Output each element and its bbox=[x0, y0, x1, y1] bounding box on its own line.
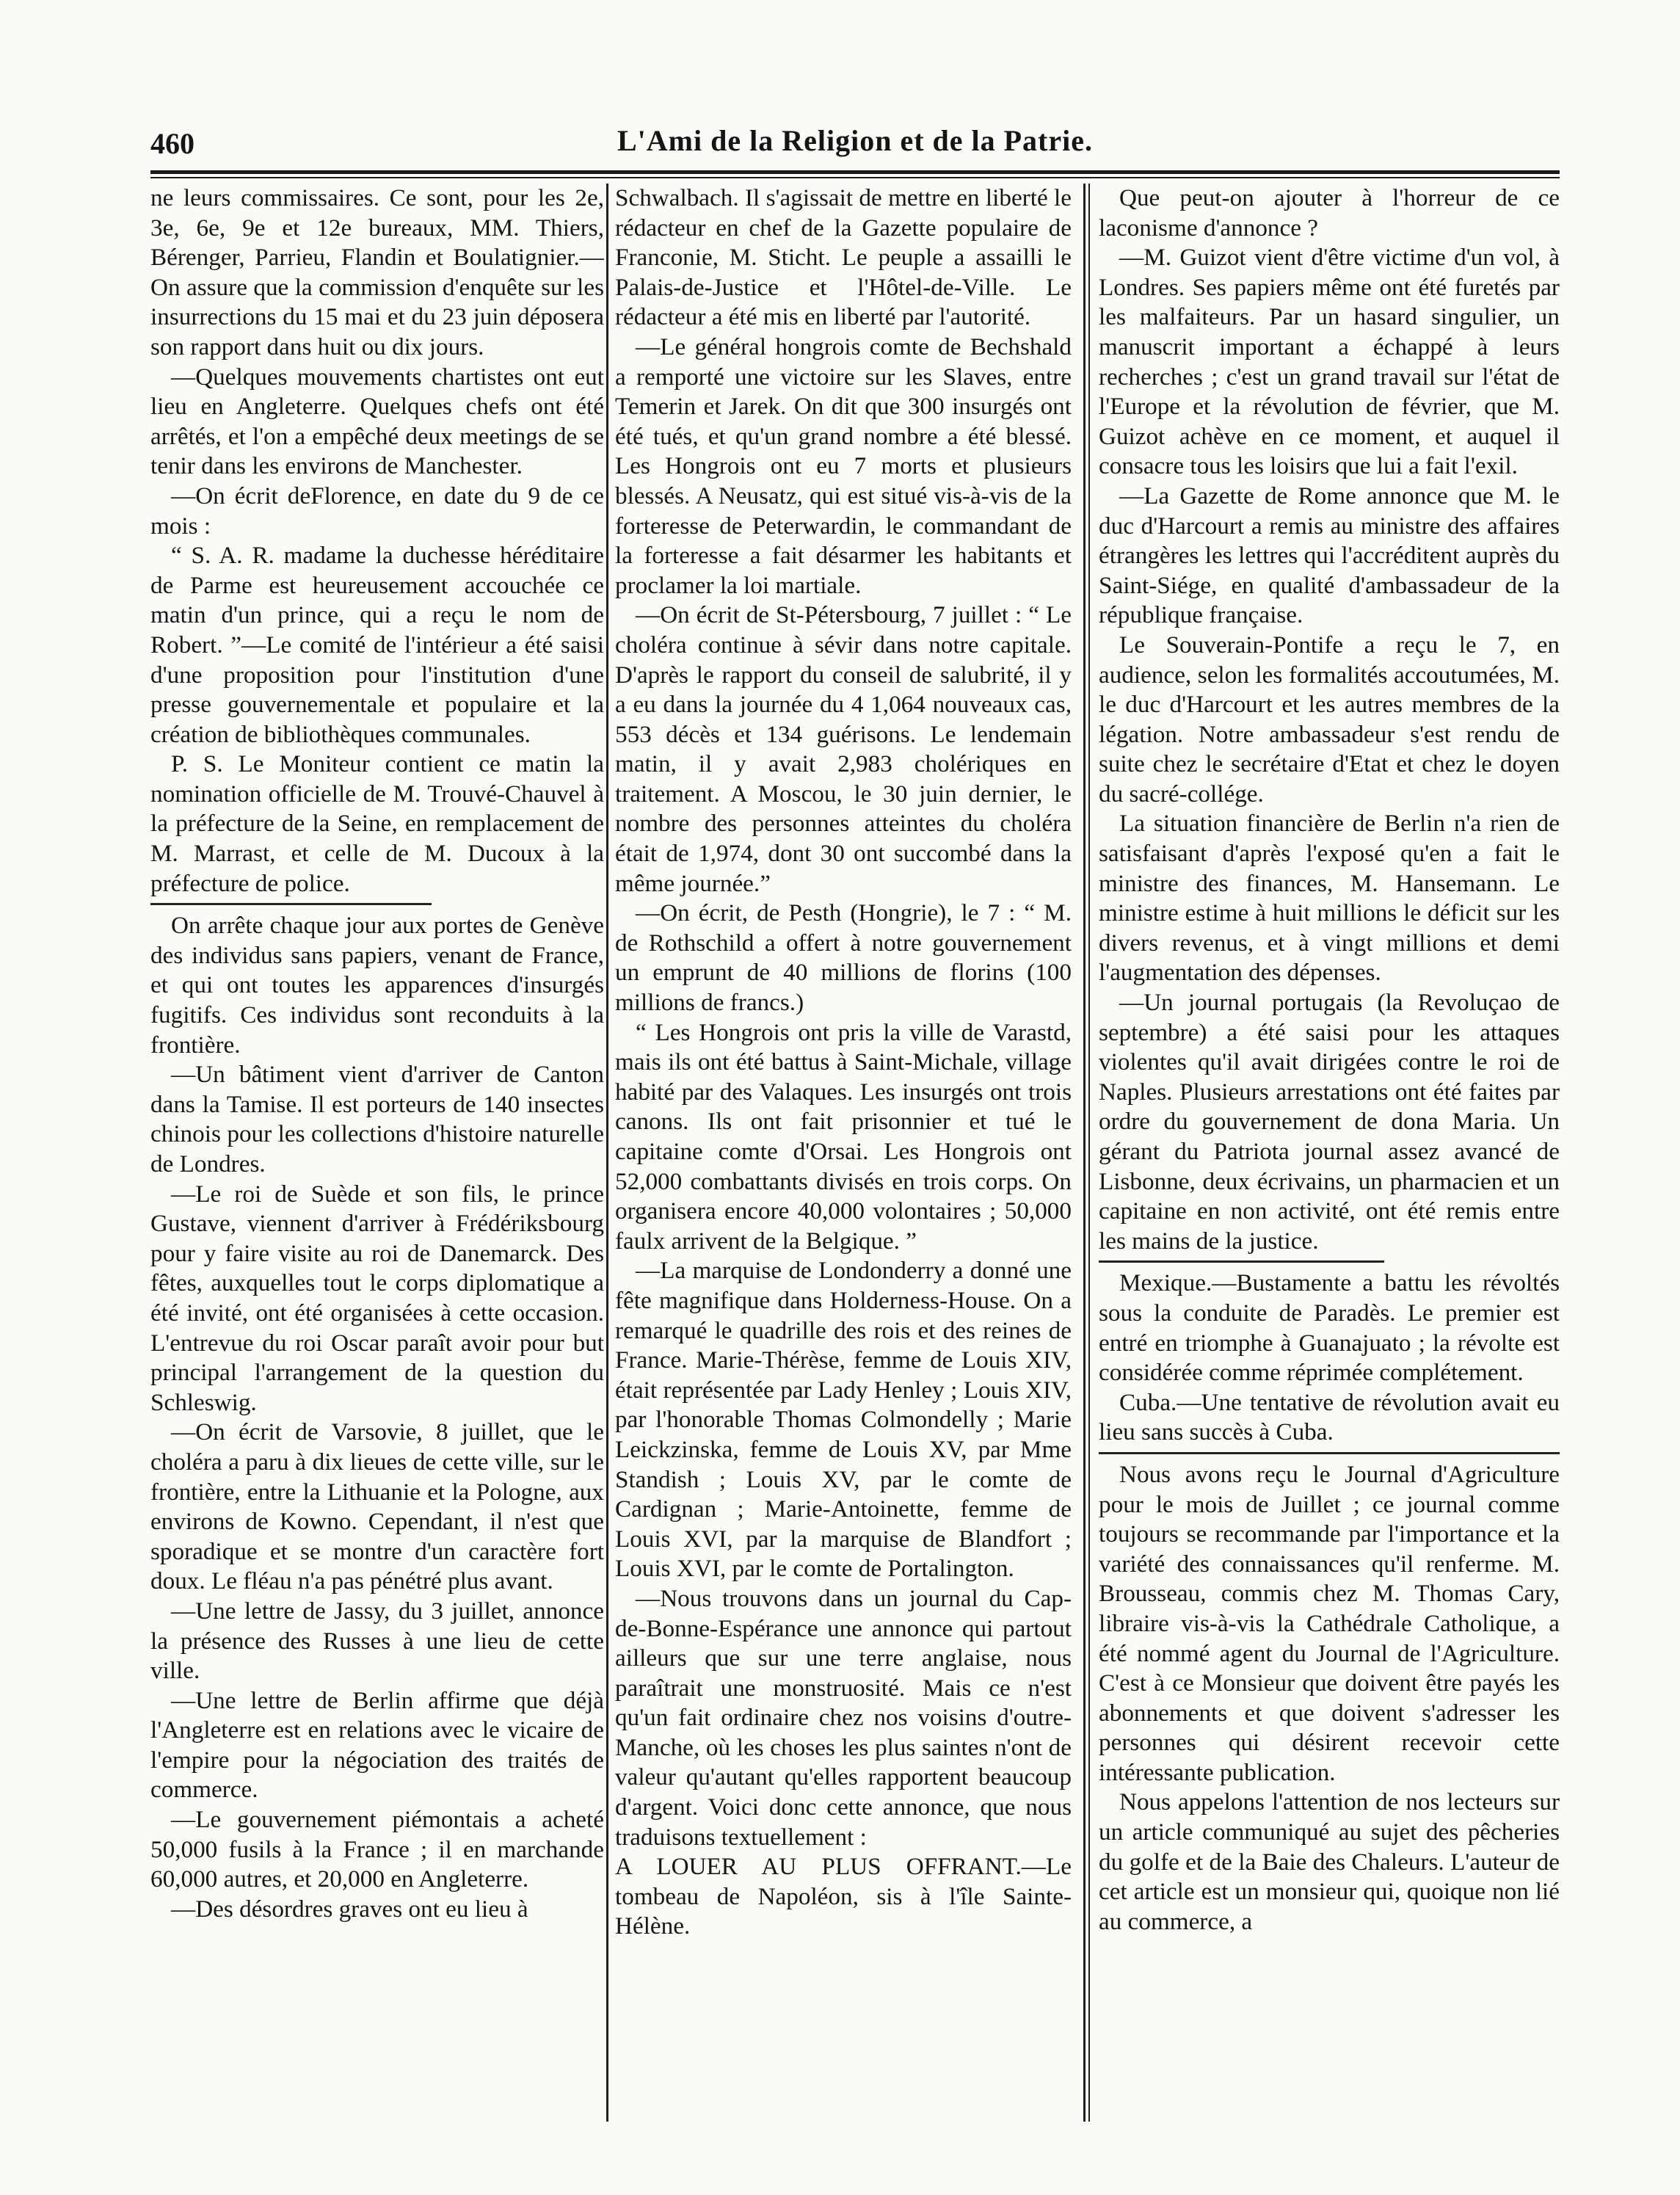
paragraph: —On écrit deFlorence, en date du 9 de ce mois : bbox=[150, 482, 604, 540]
header-rule-thin bbox=[150, 177, 1560, 178]
paragraph: A LOUER AU PLUS OFFRANT.—Le tombeau de Napoléon, sis à l'île Sainte-Hélène. bbox=[615, 1853, 1072, 1940]
paragraph: —Une lettre de Berlin affirme que déjà l'Angleterre est en relations avec le vicaire de l'empire pour la négociation des traités de commerce. bbox=[150, 1686, 604, 1804]
page-number: 460 bbox=[150, 127, 194, 160]
paragraph: —Nous trouvons dans un journal du Cap-de-Bonne-Espérance une annonce qui partout ailleurs que sur une terre anglaise, nous paraîtrait une monstruosité. Mais ce n'est qu'un fait ordinaire chez nos voisins d'outre-Manche, où les choses les plus saintes n'ont de valeur qu'autant qu'elles rapportent beaucoup d'argent. Voici donc cette annonce, que nous traduisons textuellement : bbox=[615, 1584, 1072, 1851]
paragraph: —Le roi de Suède et son fils, le prince Gustave, viennent d'arriver à Frédériksbourg pour y faire visite au roi de Danemarck. Des fêtes, auxquelles tout le corps diplomatique a été invité, ont été organisées à cette occasion. L'entrevue du roi Oscar paraît avoir pour but principal l'arrangement de la question du Schleswig. bbox=[150, 1180, 604, 1416]
paragraph: —On écrit de Varsovie, 8 juillet, que le choléra a paru à dix lieues de cette ville, sur le frontière, entre la Lithuanie et la Pologne, aux environs de Kowno. Cependant, il n'est que sporadique et se montre d'un caractère fort doux. Le fléau n'a pas pénétré plus avant. bbox=[150, 1418, 604, 1595]
paragraph: —On écrit, de Pesth (Hongrie), le 7 : “ M. de Rothschild a offert à notre gouvernement un emprunt de 40 millions de florins (100 millions de francs.) bbox=[615, 899, 1072, 1017]
paragraph: On arrête chaque jour aux portes de Genève des individus sans papiers, venant de France, et qui ont toutes les apparences d'insurgés fugitifs. Ces individus sont reconduits à la frontière. bbox=[150, 912, 604, 1059]
paragraph: —M. Guizot vient d'être victime d'un vol, à Londres. Ses papiers même ont été furetés par les malfaiteurs. Par un hasard singulier, un manuscrit important a échappé à leurs recherches ; c'est un grand travail sur l'état de l'Europe et la révolution de février, que M. Guizot achève en ce moment, et auquel il consacre tous les loisirs que lui a fait l'exil. bbox=[1099, 244, 1560, 480]
column-3 bbox=[1099, 184, 1560, 2129]
paragraph: Que peut-on ajouter à l'horreur de ce laconisme d'annonce ? bbox=[1099, 184, 1560, 242]
paragraph: Le Souverain-Pontife a reçu le 7, en audience, selon les formalités accoutumées, M. le duc d'Harcourt et les autres membres de la légation. Notre ambassadeur s'est rendu de suite chez le secrétaire d'Etat et chez le doyen du sacré-collége. bbox=[1099, 631, 1560, 808]
paragraph: —Des désordres graves ont eu lieu à bbox=[171, 1895, 528, 1923]
column-1 bbox=[150, 184, 604, 2129]
column-divider-1 bbox=[606, 184, 608, 2122]
paragraph: —Une lettre de Jassy, du 3 juillet, annonce la présence des Russes à une lieu de cette ville. bbox=[150, 1597, 604, 1685]
paragraph: —Quelques mouvements chartistes ont eut lieu en Angleterre. Quelques chefs ont été arrêtés, et l'on a empêché deux meetings de se tenir dans les environs de Manchester. bbox=[150, 363, 604, 480]
header-rule-thick bbox=[150, 170, 1560, 174]
paragraph: Mexique.—Bustamente a battu les révoltés sous la conduite de Paradès. Le premier est entré en triomphe à Guanajuato ; la révolte est considérée comme réprimée complétement. bbox=[1099, 1269, 1560, 1387]
paragraph: —Un journal portugais (la Revoluçao de septembre) a été saisi pour les attaques violentes qu'il avait dirigées contre le roi de Naples. Plusieurs arrestations ont été faites par ordre du gouvernement de dona Maria. Un gérant du Patriota journal assez avancé de Lisbonne, deux écrivains, un pharmacien et un capitaine en non activité, ont été remis entre les mains de la justice. bbox=[1099, 989, 1560, 1255]
paragraph: —La Gazette de Rome annonce que M. le duc d'Harcourt a remis au ministre des affaires étrangères les lettres qui l'accréditent auprès du Saint-Siége, en qualité d'ambassadeur de la république française. bbox=[1099, 482, 1560, 629]
running-title: L'Ami de la Religion et de la Patrie. bbox=[617, 124, 1093, 157]
paragraph: —La marquise de Londonderry a donné une fête magnifique dans Holderness-House. On a remarqué le quadrille des rois et des reines de France. Marie-Thérèse, femme de Louis XIV, était représentée par Lady Henley ; Louis XIV, par l'honorable Thomas Colmondelly ; Marie Leickzinska, femme de Louis XV, par Mme Standish ; Louis XV, par le comte de Cardignan ; Marie-Antoinette, femme de Louis XVI, par la marquise de Blandfort ; Louis XVI, par le comte de Portalington. bbox=[615, 1257, 1072, 1583]
paragraph: Nous appelons l'attention de nos lecteurs sur un article communiqué au sujet des pêcheries du golfe et de la Baie des Chaleurs. L'auteur de cet article est un monsieur qui, quoique non lié au commerce, a bbox=[1099, 1788, 1560, 1935]
column-2 bbox=[615, 184, 1072, 2129]
paragraph: —Un bâtiment vient d'arriver de Canton dans la Tamise. Il est porteurs de 140 insectes chinois pour les collections d'histoire naturelle de Londres. bbox=[150, 1061, 604, 1178]
page-header bbox=[150, 123, 1560, 167]
paragraph: “ Les Hongrois ont pris la ville de Varastd, mais ils ont été battus à Saint-Michale, village habité par des Valaques. Les insurgés ont trois canons. Ils ont fait prisonnier et tué le capitaine comte d'Orsai. Les Hongrois ont 52,000 combattants divisés en trois corps. On organisera encore 40,000 volontaires ; 50,000 faulx arrivent de la Belgique. ” bbox=[615, 1018, 1072, 1255]
paragraph: ne leurs commissaires. Ce sont, pour les 2e, 3e, 6e, 9e et 12e bureaux, MM. Thiers, Bérenger, Parrieu, Flandin et Boulatignier.—On assure que la commission d'enquête sur les insurrections du 15 mai et du 23 juin déposera son rapport dans huit ou dix jours. bbox=[150, 184, 604, 360]
column-divider-2 bbox=[1083, 184, 1086, 2122]
paragraph: —On écrit de St-Pétersbourg, 7 juillet : “ Le choléra continue à sévir dans notre capitale. D'après le rapport du conseil de salubrité, il y a eu dans la journée du 4 1,064 nouveaux cas, 553 décès et 134 guérisons. Le lendemain matin, il y avait 2,983 cholériques en traitement. A Moscou, le 30 juin dernier, le nombre des personnes atteintes du choléra était de 1,974, dont 30 ont succombé dans la même journée.” bbox=[615, 601, 1072, 897]
column-divider-2b bbox=[1088, 184, 1090, 2122]
paragraph: “ S. A. R. madame la duchesse héréditaire de Parme est heureusement accouchée ce matin d'un prince, qui a reçu le nom de Robert. ”—Le comité de l'intérieur a été saisi d'une proposition pour l'institution d'une presse gouvernementale et populaire et la création de bibliothèques communales. bbox=[150, 542, 604, 748]
paragraph: P. S. Le Moniteur contient ce matin la nomination officielle de M. Trouvé-Chauvel à la préfecture de la Seine, en remplacement de M. Marrast, et celle de M. Ducoux à la préfecture de police. bbox=[150, 750, 604, 897]
section-separator bbox=[1099, 1452, 1560, 1454]
paragraph: —Le général hongrois comte de Bechshald a remporté une victoire sur les Slaves, entre Temerin et Jarek. On dit que 300 insurgés ont été tués, et qu'un grand nombre a été blessé. Les Hongrois ont eu 7 morts et plusieurs blessés. A Neusatz, qui est situé vis-à-vis de la forteresse de Peterwardin, le commandant de la forteresse a fait désarmer les habitants et proclamer la loi martiale. bbox=[615, 333, 1072, 599]
section-separator bbox=[150, 903, 432, 905]
paragraph: —Le gouvernement piémontais a acheté 50,000 fusils à la France ; il en marchande 60,000 autres, et 20,000 en Angleterre. bbox=[150, 1806, 604, 1893]
section-separator bbox=[1099, 1260, 1384, 1263]
paragraph: Nous avons reçu le Journal d'Agriculture pour le mois de Juillet ; ce journal comme toujours se recommande par l'importance et la variété des connaissances qu'il renferme. M. Brousseau, commis chez M. Thomas Cary, libraire vis-à-vis la Cathédrale Catholique, a été nommé agent du Journal de l'Agriculture. C'est à ce Monsieur que doivent être payés les abonnements et que doivent s'adresser les personnes qui désirent recevoir cette intéressante publication. bbox=[1099, 1460, 1560, 1786]
paragraph: La situation financière de Berlin n'a rien de satisfaisant d'après l'exposé qu'en a fait le ministre des finances, M. Hansemann. Le ministre estime à huit millions le déficit sur les divers revenus, et à vingt millions et demi l'augmentation des dépenses. bbox=[1099, 810, 1560, 987]
paragraph: Schwalbach. Il s'agissait de mettre en liberté le rédacteur en chef de la Gazette populaire de Franconie, M. Sticht. Le peuple a assailli le Palais-de-Justice et l'Hôtel-de-Ville. Le rédacteur a été mis en liberté par l'autorité. bbox=[615, 184, 1072, 331]
paragraph: Cuba.—Une tentative de révolution avait eu lieu sans succès à Cuba. bbox=[1099, 1388, 1560, 1446]
